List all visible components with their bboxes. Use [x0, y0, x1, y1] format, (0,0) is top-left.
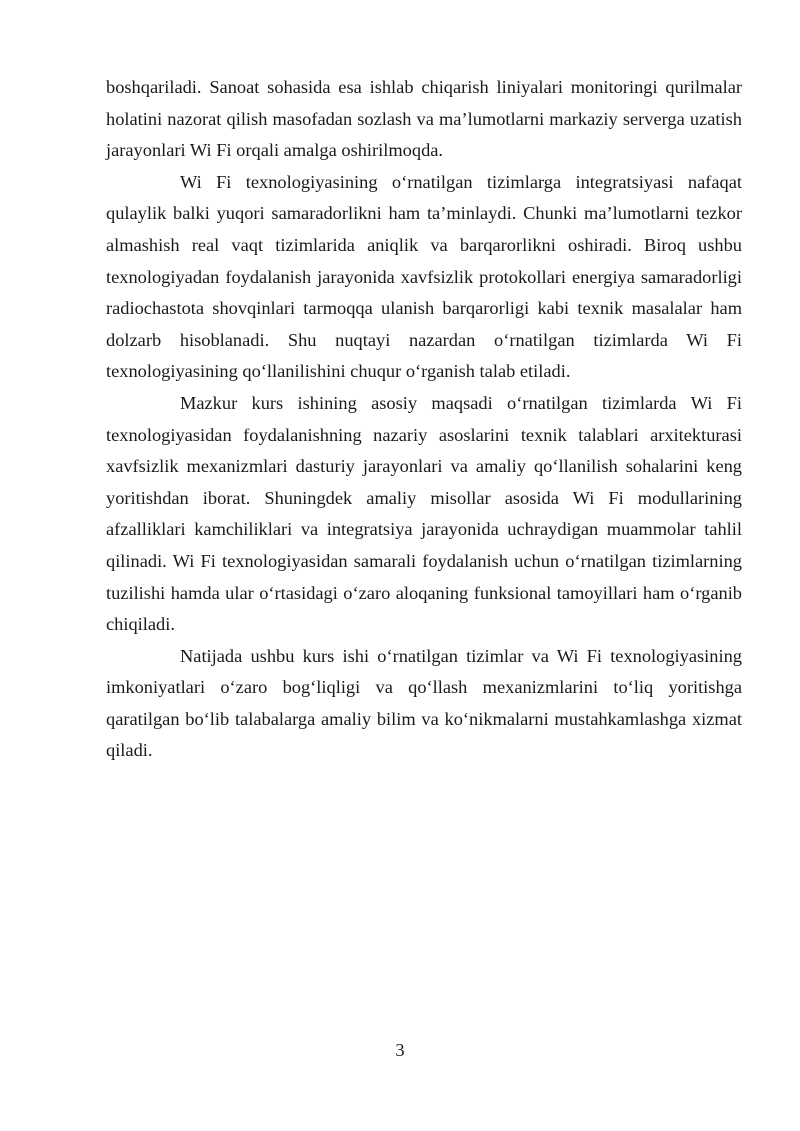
- paragraph-wifi-integration: Wi Fi texnologiyasining oʻrnatilgan tizimlarga integratsiyasi nafaqat qulaylik balki yuqori samaradorlikni ham ta’minlaydi. Chunki ma’lumotlarni tezkor almashish real vaqt tizimlarida aniqlik va barqarorlikni oshiradi. Biroq ushbu texnologiyadan foydalanish jarayonida xavfsizlik protokollari energiya samaradorligi radiochastota shovqinlari tarmoqqa ulanish barqarorligi kabi texnik masalalar ham dolzarb hisoblanadi. Shu nuqtayi nazardan oʻrnatilgan tizimlarda Wi Fi texnologiyasining qoʻllanilishini chuqur oʻrganish talab etiladi.: [106, 171, 742, 382]
- paragraph-course-aim: Mazkur kurs ishining asosiy maqsadi oʻrnatilgan tizimlarda Wi Fi texnologiyasidan foydalanishning nazariy asoslarini texnik talablari arxitekturasi xavfsizlik mexanizmlari dasturiy jarayonlari va amaliy qoʻllanilish sohalarini keng yoritishdan iborat. Shuningdek amaliy misollar asosida Wi Fi modullarining afzalliklari kamchiliklari va integratsiya jarayonida uchraydigan muammolar tahlil qilinadi. Wi Fi texnologiyasidan samarali foydalanish uchun oʻrnatilgan tizimlarning tuzilishi hamda ular oʻrtasidagi oʻzaro aloqaning funksional tamoyillari ham oʻrganib chiqiladi.: [106, 392, 742, 635]
- paragraph-conclusion: Natijada ushbu kurs ishi oʻrnatilgan tizimlar va Wi Fi texnologiyasining imkoniyatlari oʻzaro bogʻliqligi va qoʻllash mexanizmlarini toʻliq yoritishga qaratilgan boʻlib talabalarga amaliy bilim va koʻnikmalarni mustahkamlashga xizmat qiladi.: [106, 645, 742, 761]
- paragraph-continuation: boshqariladi. Sanoat sohasida esa ishlab chiqarish liniyalari monitoringi qurilmalar holatini nazorat qilish masofadan sozlash va ma’lumotlarni markaziy serverga uzatish jarayonlari Wi Fi orqali amalga oshirilmoqda.: [106, 77, 742, 161]
- page-number: 3: [395, 1040, 405, 1060]
- body-text: [106, 72, 742, 767]
